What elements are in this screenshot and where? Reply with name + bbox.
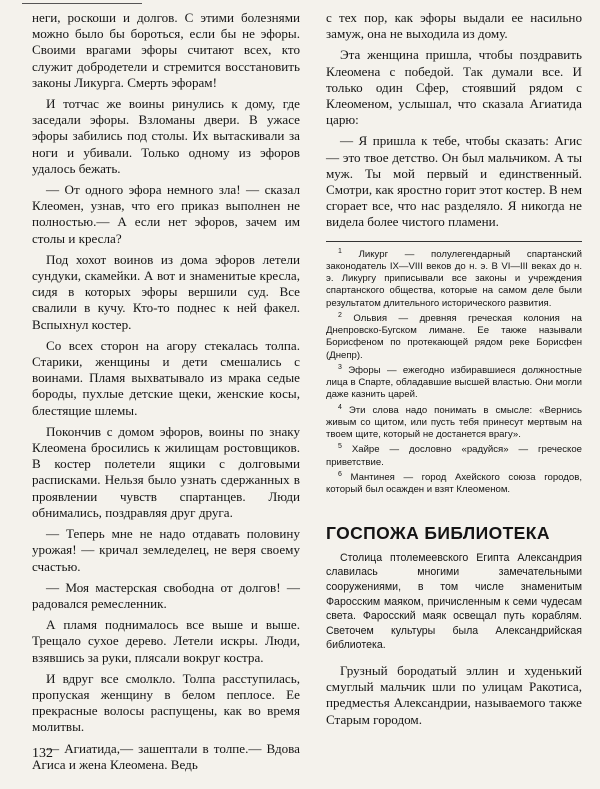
footnote (326, 469, 582, 497)
section-title: ГОСПОЖА БИБЛИОТЕКА (326, 522, 550, 543)
footnote (326, 310, 582, 362)
footnote-number: 1 (338, 247, 342, 255)
footnote (326, 441, 582, 469)
footnote-number: 5 (338, 443, 342, 451)
paragraph: Эта женщина пришла, чтобы поздравить Клеомена с победой. Так думали все. И только один Сфер, стоявший рядом с Клеоменом, услышал, что сказала Агиатида царю: (326, 47, 582, 128)
paragraph: Под хохот воинов из дома эфоров летели сундуки, скамейки. А вот и знаменитые кресла, сидя в которых эфоры вершили суд. Все свалили в кучу. Кто-то поднес к ней факел. Вспыхнул костер. (32, 251, 300, 332)
footnote-text: Эти слова надо понимать в смысле: «Вернись живым со щитом, или пусть тебя принесут мертвым на твоем щите, который не достанется врагу». (326, 404, 582, 441)
footnote-text: Ликург — полулегендарный спартанский законодатель IX—VIII веков до н. э. В VI—III веках до н. э. Ликургу приписывали все законы и учреждения спартанского общества, которые на самом деле были результатом длительного исторического развития. (326, 248, 582, 309)
paragraph: Со всех сторон на агору стекалась толпа. Старики, женщины и дети смешались с воинами. Пламя выхватывало из мрака седые бороды, пухлые детские щеки, женские косы, блестящие шлемы. (32, 337, 300, 418)
left-column (32, 10, 300, 773)
footnotes (326, 241, 582, 497)
paragraph: Покончив с домом эфоров, воины по знаку Клеомена бросились к жилищам ростовщиков. В костер полетели ящики с долговыми расписками. Нельзя было узнать сдержанных в проявлении чувств спартанцев. Люди обнимались, поздравляя друг друга. (32, 423, 300, 520)
right-column (326, 10, 582, 728)
paragraph: — От одного эфора немного зла! — сказал Клеомен, узнав, что его приказ выполнен не полностью.— А если нет эфоров, зачем им столы и кресла? (32, 182, 300, 246)
paragraph: с тех пор, как эфоры выдали ее насильно замуж, она не выходила из дому. (326, 10, 582, 42)
paragraph: — Я пришла к тебе, чтобы сказать: Агис — это твое детство. Он был мальчиком. А ты муж. Ты мой первый и единственный. Смотри, как яростно горит этот костер. В нем сгорает все, что нас разделяло. Я никогда не видела более чистого пламени. (326, 133, 582, 230)
footnote (326, 402, 582, 442)
paragraph: — Теперь мне не надо отдавать половину урожая! — кричал земледелец, не веря своему счастью. (32, 526, 300, 574)
lead-text: Столица птолемеевского Египта Александрия славилась многими замечательными сооружениями, в том числе знаменитым Фаросским маяком, причисленным к семи чудесам света. Фаросский маяк освещал путь кораблям. Светочем культуры была Александрийская библиотека. (326, 551, 582, 652)
footnote-text: Ольвия — древняя греческая колония на Днепровско-Бугском лимане. Ее также называли Борисфеном по протекающей рядом реке Борисфен (Днепр). (326, 313, 582, 361)
paragraph: неги, роскоши и долгов. С этими болезнями можно было бы бороться, если бы не эфоры. Своими врагами эфоры считают всех, кто служит добродетели и стремится восстановить законы Ликурга. Смерть эфорам! (32, 10, 300, 90)
paragraph: А пламя поднималось все выше и выше. Трещало сухое дерево. Летели искры. Люди, взявшись за руки, плясали вокруг костра. (32, 617, 300, 665)
footnote (326, 362, 582, 402)
footnote-number: 3 (338, 363, 342, 371)
footnote-number: 4 (338, 403, 342, 411)
page-number: 132 (32, 746, 53, 761)
paragraph: Грузный бородатый эллин и худенький смуглый мальчик шли по улицам Ракотиса, предместья Александрии, называемого также Старым городом. (326, 662, 582, 727)
footnote-number: 2 (338, 311, 342, 319)
top-rule (22, 3, 142, 4)
footnote-text: Мантинея — город Ахейского союза городов, который был осажден и взят Клеоменом. (326, 472, 582, 496)
paragraph: — Моя мастерская свободна от долгов! — радовался ремесленник. (32, 579, 300, 611)
footnote-text: Хайре — дословно «радуйся» — греческое приветствие. (326, 444, 582, 468)
paragraph: — Агиатида,— зашептали в толпе.— Вдова Агиса и жена Клеомена. Ведь (32, 740, 300, 772)
paragraph: И вдруг все смолкло. Толпа расступилась, пропуская женщину в белом пеплосе. Ее прекрасные волосы распущены, как во время молитвы. (32, 670, 300, 735)
lead-paragraph (326, 551, 582, 653)
story-start (326, 663, 582, 728)
paragraph: И тотчас же воины ринулись к дому, где заседали эфоры. Взломаны двери. В ужасе эфоры забились под столы. Их вытаскивали за ноги и убивали. Только одному из эфоров удалось бежать. (32, 96, 300, 176)
footnote-text: Эфоры — ежегодно избиравшиеся должностные лица в Спарте, обладавшие высшей властью. Они могли даже казнить царей. (326, 365, 582, 401)
footnote (326, 246, 582, 310)
footnote-number: 6 (338, 471, 342, 479)
